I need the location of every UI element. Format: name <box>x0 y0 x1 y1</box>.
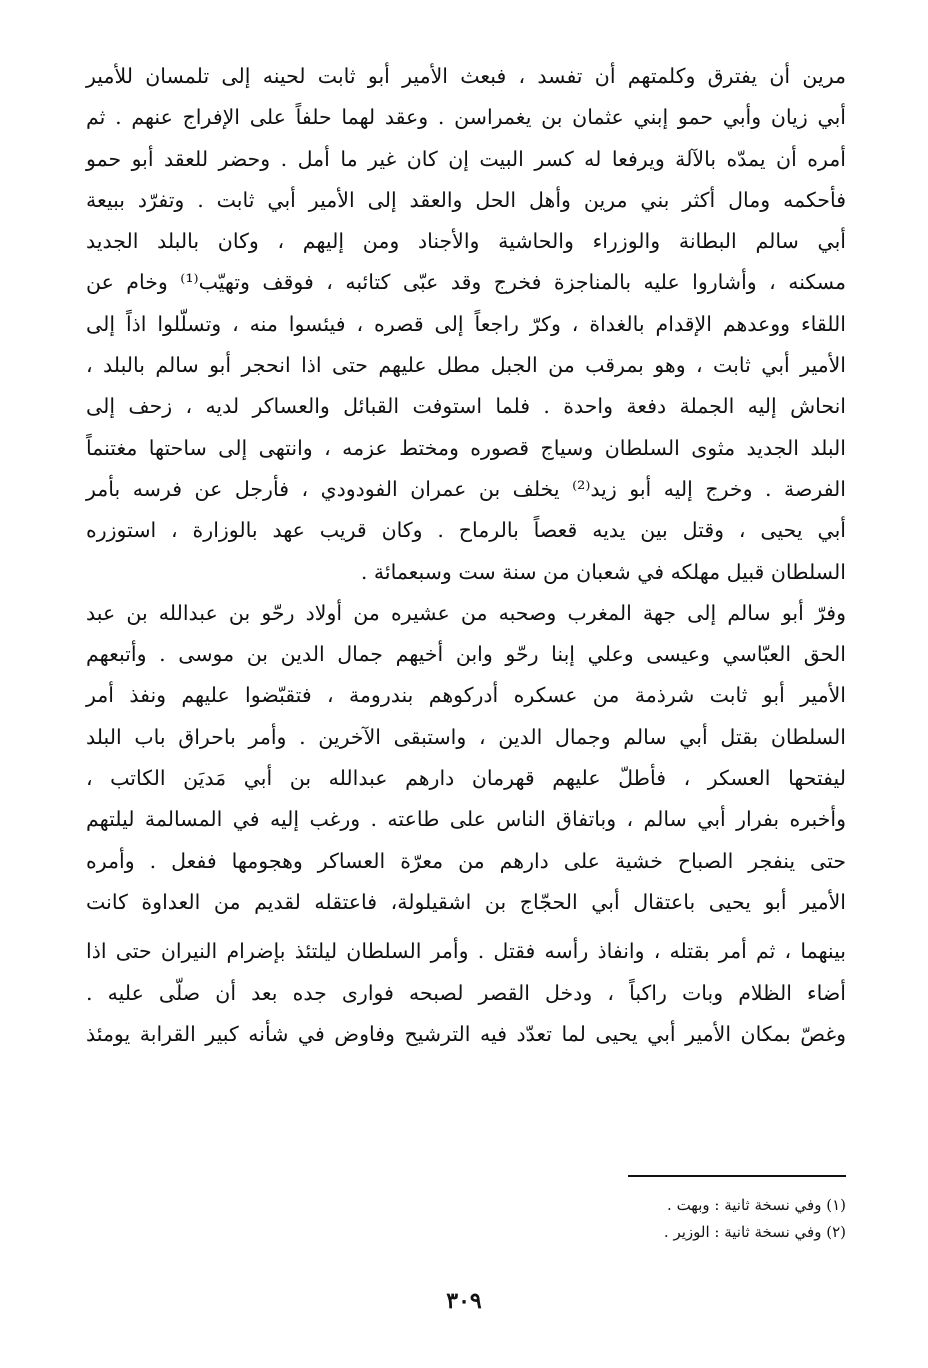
footnote-divider <box>628 1175 846 1177</box>
text-line: السلطان قبيل مهلكه في شعبان من سنة ست وسبعمائة . <box>360 559 846 584</box>
text-line: الأمير أبو ثابت شرذمة من عسكره أدركوهم بندرومة ، فتقبّضوا عليهم ونفذ أمر <box>86 683 846 708</box>
footnote-2: (٢) وفي نسخة ثانية : الوزير . <box>663 1223 846 1241</box>
text-line: ليفتحها العسكر ، فأطلّ عليهم قهرمان دارهم عبدالله بن أبي مَديَن الكاتب ، <box>86 766 846 791</box>
text-line: الأمير أبي ثابت ، وهو بمرقب من الجبل مطل عليهم حتى اذا انحجر أبو سالم بالبلد ، <box>86 353 846 378</box>
text-line: الفرصة . وخرج إليه أبو زيد⁽²⁾ يخلف بن عمران الفودودي ، فأرجل عن فرسه بأمر <box>86 476 847 501</box>
text-line: مرين أن يفترق وكلمتهم أن تفسد ، فبعث الأمير أبو ثابت لحينه إلى تلمسان للأمير <box>86 64 846 88</box>
text-line: الحق العبّاسي وعيسى وعلي إبنا رحّو وابن أخيهم جمال الدين بن موسى . وأتبعهم <box>86 642 846 667</box>
main-text <box>86 56 846 1055</box>
text-line: وفرّ أبو سالم إلى جهة المغرب وصحبه من عشيره من أولاد رحّو بن عبدالله بن عبد <box>86 600 846 625</box>
text-line: بينهما ، ثم أمر بقتله ، وانفاذ رأسه فقتل . وأمر السلطان ليلتئذ بإضرام النيران حتى اذا <box>86 939 846 964</box>
text-line: وغصّ بمكان الأمير أبي يحيى لما تعدّد فيه الترشيح وفاوض في شأنه كبير القرابة يومئذ <box>86 1021 846 1046</box>
text-line: فأحكمه ومال أكثر بني مرين وأهل الحل والعقد إلى الأمير أبي ثابت . وتفرّد ببيعة <box>86 187 846 212</box>
text-line: وأخبره بفرار أبي سالم ، وباتفاق الناس على طاعته . ورغب إليه في المسالمة ليلتهم <box>86 807 846 832</box>
text-line: أبي زيان وأبي حمو إبني عثمان بن يغمراسن . وعقد لهما حلفاً على الإفراج عنهم . ثم <box>86 105 846 130</box>
text-line: اللقاء ووعدهم الإقدام بالغداة ، وكرّ راجعاً إلى قصره ، فيئسوا منه ، وتسلّلوا اذاً إلى <box>86 311 846 336</box>
text-line: السلطان بقتل أبي سالم وجمال الدين ، واستبقى الآخرين . وأمر باحراق باب البلد <box>86 724 846 749</box>
text-line: أبي يحيى ، وقتل بين يديه قعصاً بالرماح . وكان قريب عهد بالوزارة ، استوزره <box>86 518 846 543</box>
text-line: أبي سالم البطانة والوزراء والحاشية والأجناد ومن إليهم ، وكان بالبلد الجديد <box>86 229 846 254</box>
text-line: انحاش إليه الجملة دفعة واحدة . فلما استوفت القبائل والعساكر لديه ، زحف إلى <box>86 394 846 419</box>
footnote-1: (١) وفي نسخة ثانية : وبهت . <box>667 1196 846 1214</box>
text-line: مسكنه ، وأشاروا عليه بالمناجزة فخرج وقد عبّى كتائبه ، فوقف وتهيّب⁽¹⁾ وخام عن <box>86 270 846 295</box>
page-number: ٣٠٩ <box>446 1288 482 1314</box>
footnotes <box>400 1192 846 1246</box>
text-line: أضاء الظلام وبات راكباً ، ودخل القصر لصبحه فوارى جده بعد أن صلّى عليه . <box>86 980 846 1005</box>
text-line: الأمير أبو يحيى باعتقال أبي الحجّاج بن اشقيلولة، فاعتقله لقديم من العداوة كانت <box>86 889 846 914</box>
text-line: حتى ينفجر الصباح خشية على دارهم من معرّة العساكر وهجومها ففعل . وأمره <box>86 848 846 873</box>
text-line: أمره أن يمدّه بالآلة ويرفعا له كسر البيت إن كان غير ما أمل . وحضر للعقد أبو حمو <box>86 146 846 171</box>
text-line: البلد الجديد مثوى السلطان وسياج قصوره ومختط عزمه ، وانتهى إلى ساحتها مغتنماً <box>86 435 846 460</box>
